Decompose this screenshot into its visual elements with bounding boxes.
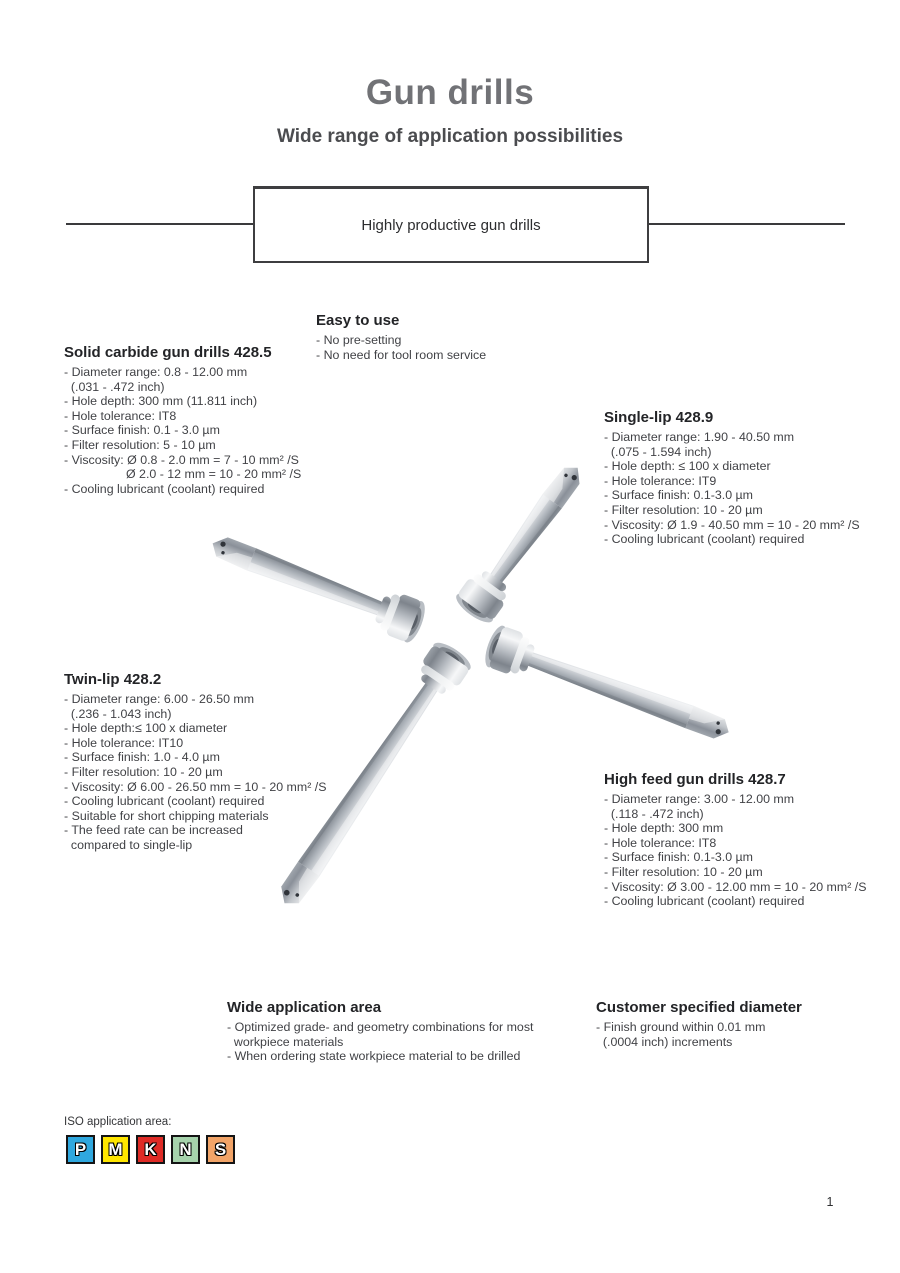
section-heading: Customer specified diameter xyxy=(596,999,802,1016)
spec-line: - Diameter range: 1.90 - 40.50 mm xyxy=(604,430,795,444)
spec-line: - Hole tolerance: IT9 xyxy=(604,473,717,488)
gun-drills-figure xyxy=(180,440,740,910)
spec-line: - Diameter range: 6.00 - 26.50 mm xyxy=(64,692,255,706)
spec-line: Ø 2.0 - 12 mm = 10 - 20 mm² /S xyxy=(64,467,302,482)
iso-boxes xyxy=(66,1135,235,1164)
iso-box-n: N xyxy=(171,1135,200,1164)
section-heading: Easy to use xyxy=(316,312,400,329)
section-heading: Wide application area xyxy=(227,999,382,1016)
spec-list xyxy=(227,1020,562,1064)
spec-line: - Surface finish: 0.1-3.0 µm xyxy=(604,850,754,865)
spec-line: - No pre-setting xyxy=(316,333,402,347)
page-subtitle: Wide range of application possibilities xyxy=(276,125,624,147)
spec-line: - Suitable for short chipping materials xyxy=(64,808,269,823)
section-easy-to-use xyxy=(316,312,581,362)
callout-box xyxy=(253,186,649,263)
spec-line: - Hole tolerance: IT10 xyxy=(64,735,184,750)
iso-box-k: K xyxy=(136,1135,165,1164)
spec-line: - Cooling lubricant (coolant) required xyxy=(604,894,805,909)
spec-line: - Viscosity: Ø 1.9 - 40.50 mm = 10 - 20 mm² /S xyxy=(604,517,860,532)
drill-lower-left xyxy=(267,638,475,910)
spec-line: compared to single-lip xyxy=(64,837,193,852)
spec-line: (.0004 inch) increments xyxy=(596,1034,733,1049)
section-heading: Single-lip 428.9 xyxy=(604,409,714,426)
spec-line: - The feed rate can be increased xyxy=(64,823,243,838)
spec-line: - Cooling lubricant (coolant) required xyxy=(64,481,265,496)
drill-upper-right xyxy=(452,454,595,627)
spec-line: - Filter resolution: 10 - 20 µm xyxy=(64,764,223,779)
iso-box-m: M xyxy=(101,1135,130,1164)
spec-line: - Cooling lubricant (coolant) required xyxy=(604,532,805,547)
spec-line: - No need for tool room service xyxy=(316,347,487,362)
spec-line: - Viscosity: Ø 3.00 - 12.00 mm = 10 - 20 mm² /S xyxy=(604,879,867,894)
section-heading: Solid carbide gun drills 428.5 xyxy=(64,344,272,361)
page-number: 1 xyxy=(826,1195,834,1209)
spec-line: - Viscosity: Ø 6.00 - 26.50 mm = 10 - 20 mm² /S xyxy=(64,779,327,794)
spec-line: - Finish ground within 0.01 mm xyxy=(596,1020,766,1034)
page-title: Gun drills xyxy=(365,73,535,113)
spec-line: - Hole depth: ≤ 100 x diameter xyxy=(604,459,771,474)
section-customer-diameter xyxy=(596,999,891,1049)
spec-line: - Filter resolution: 10 - 20 µm xyxy=(604,502,763,517)
section-wide-application xyxy=(227,999,562,1064)
spec-line: - Filter resolution: 10 - 20 µm xyxy=(604,864,763,879)
spec-line: - Diameter range: 0.8 - 12.00 mm xyxy=(64,365,248,379)
spec-line: - Surface finish: 0.1-3.0 µm xyxy=(604,488,754,503)
callout-text: Highly productive gun drills xyxy=(361,216,541,234)
spec-line: - Filter resolution: 5 - 10 µm xyxy=(64,437,216,452)
spec-line: - Hole tolerance: IT8 xyxy=(64,408,177,423)
spec-line: (.118 - .472 inch) xyxy=(604,806,704,821)
callout-rule-right xyxy=(649,223,845,225)
drill-lower-right xyxy=(481,623,737,752)
spec-line: - Hole depth: 300 mm (11.811 inch) xyxy=(64,394,258,409)
spec-line: - Hole depth:≤ 100 x diameter xyxy=(64,721,228,736)
spec-line: - Hole depth: 300 mm xyxy=(604,821,724,836)
spec-line: - Surface finish: 0.1 - 3.0 µm xyxy=(64,423,220,438)
section-heading: Twin-lip 428.2 xyxy=(64,671,162,688)
spec-line: - Viscosity: Ø 0.8 - 2.0 mm = 7 - 10 mm² /S xyxy=(64,452,299,467)
callout-rule-left xyxy=(66,223,253,225)
spec-line: workpiece materials xyxy=(227,1034,344,1049)
spec-line: (.236 - 1.043 inch) xyxy=(64,706,172,721)
spec-list xyxy=(316,333,581,362)
spec-line: - When ordering state workpiece material to be drilled xyxy=(227,1049,521,1064)
spec-line: - Optimized grade- and geometry combinations for most xyxy=(227,1020,534,1034)
spec-line: (.031 - .472 inch) xyxy=(64,379,165,394)
spec-list xyxy=(596,1020,891,1049)
iso-application-label: ISO application area: xyxy=(64,1116,172,1128)
spec-line: (.075 - 1.594 inch) xyxy=(604,444,712,459)
spec-line: - Diameter range: 3.00 - 12.00 mm xyxy=(604,792,795,806)
iso-box-p: P xyxy=(66,1135,95,1164)
spec-line: - Cooling lubricant (coolant) required xyxy=(64,794,265,809)
spec-line: - Hole tolerance: IT8 xyxy=(604,835,717,850)
iso-box-s: S xyxy=(206,1135,235,1164)
spec-line: - Surface finish: 1.0 - 4.0 µm xyxy=(64,750,220,765)
section-heading: High feed gun drills 428.7 xyxy=(604,771,786,788)
drill-upper-left xyxy=(204,524,429,645)
